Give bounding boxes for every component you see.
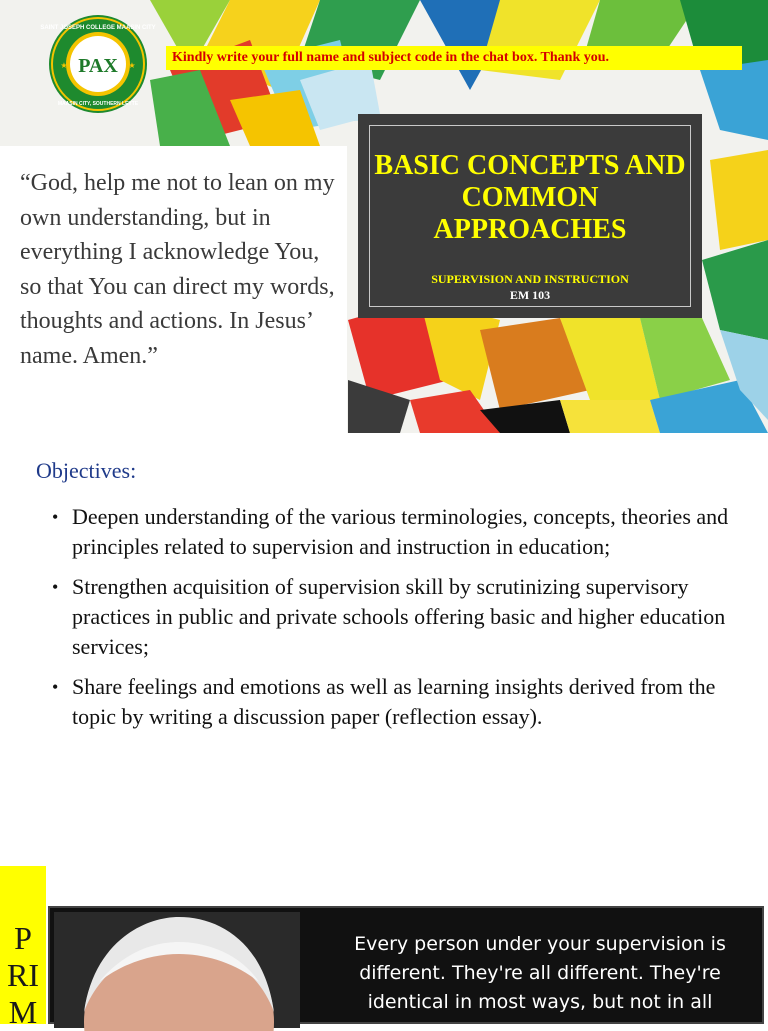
title-card-frame: [369, 125, 691, 307]
objective-text: Deepen understanding of the various terminologies, concepts, theories and principles related to supervision and instruction in education;: [72, 504, 729, 559]
objectives-heading: Objectives:: [36, 458, 137, 483]
bullet-icon: •: [52, 677, 59, 697]
course-name: SUPERVISION AND INSTRUCTION: [431, 272, 629, 286]
seal-center-text: PAX: [78, 55, 118, 77]
bullet-icon: •: [52, 507, 59, 527]
bullet-icon: •: [52, 577, 59, 597]
objective-text: Share feelings and emotions as well as learning insights derived from the topic by writing a discussion paper (reflection essay).: [72, 674, 716, 729]
objectives-list: [52, 502, 742, 742]
course-code: EM 103: [509, 288, 551, 302]
supervision-quote: Every person under your supervision is different. They're all different. They're identical in most ways, but not in all: [354, 933, 726, 1013]
opening-prayer: “God, help me not to lean on my own understanding, but in everything I acknowledge You, so that You can direct my words, thoughts and actions. In Jesus’ name. Amen.”: [20, 170, 335, 369]
speaker-portrait-image: [54, 912, 300, 1028]
side-title-strip: [0, 866, 46, 1030]
objective-item: [52, 572, 742, 662]
objectives-slide: [0, 440, 768, 860]
seal-ring-text: SAINT JOSEPH COLLEGE MAASIN CITY: [40, 25, 156, 31]
chat-instruction-banner: Kindly write your full name and subject code in the chat box. Thank you.: [166, 46, 742, 70]
school-seal-logo: [40, 14, 156, 114]
objective-text: Strengthen acquisition of supervision skill by scrutinizing supervisory practices in public and private schools offering basic and higher education services;: [72, 574, 726, 659]
title-card: [358, 114, 702, 318]
svg-text:★: ★: [128, 61, 136, 70]
quote-card: [48, 906, 764, 1024]
title-slide: [0, 0, 768, 433]
side-title-text: P RI M: [7, 920, 39, 1030]
prayer-panel: [0, 146, 347, 433]
objective-item: [52, 502, 742, 562]
seal-bottom-text: MAASIN CITY, SOUTHERN LEYTE: [57, 101, 139, 107]
svg-text:★: ★: [60, 61, 68, 70]
objective-item: [52, 672, 742, 732]
quote-slide: [0, 866, 768, 1030]
slide-title: BASIC CONCEPTS AND COMMON APPROACHES: [374, 150, 686, 245]
